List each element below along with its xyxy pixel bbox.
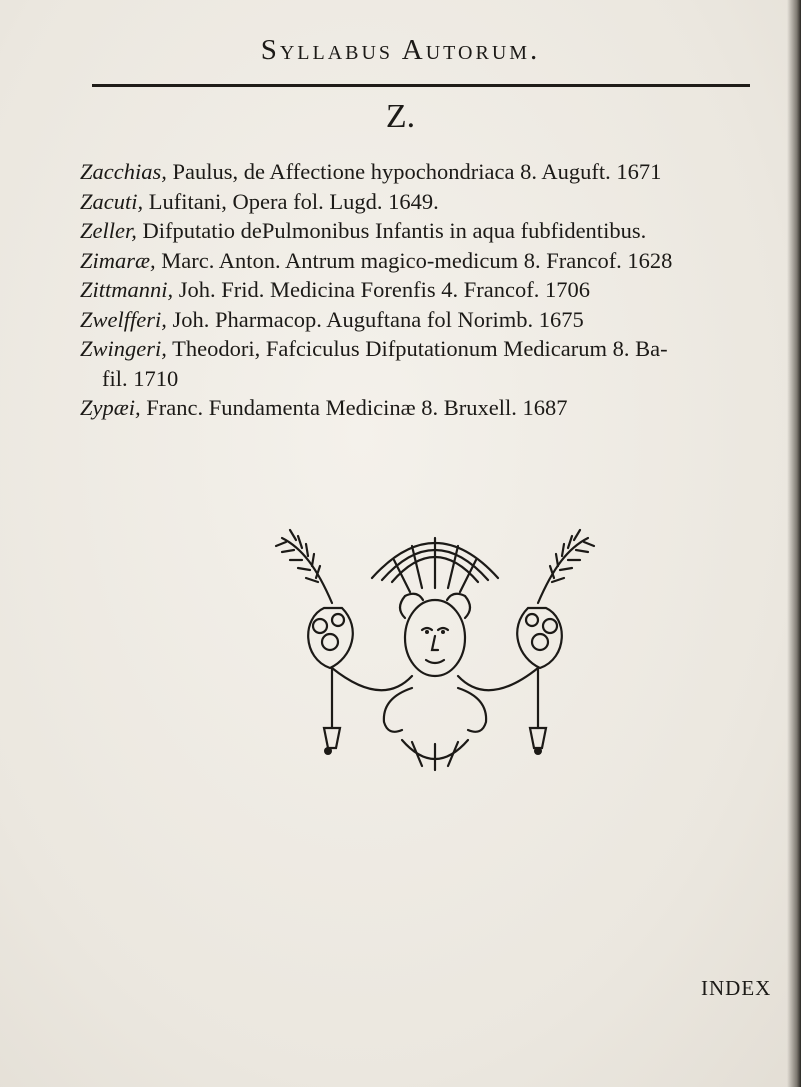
author-work: Difputatio dePulmonibus Infantis in aqua fubfidentibus. <box>136 218 647 243</box>
running-head <box>0 34 801 67</box>
catchword: INDEX <box>701 976 772 1000</box>
running-head-word-2: Autorum. <box>401 34 541 66</box>
author-name: Zacuti, <box>80 188 144 214</box>
author-name: Zypæi, <box>80 395 141 420</box>
author-entry <box>80 246 785 276</box>
author-name: Zittmanni, <box>80 277 174 302</box>
page-edge-shadow <box>787 0 801 1087</box>
author-entry <box>80 305 785 335</box>
author-work: Joh. Pharmacop. Auguftana fol Norimb. 1675 <box>166 306 584 332</box>
author-name: Zacchias, <box>80 159 167 184</box>
author-entry <box>80 393 785 423</box>
author-work: Marc. Anton. Antrum magico-medicum 8. Francof. 1628 <box>155 247 673 273</box>
author-work: Paulus, de Affectione hypochondriaca 8. Auguft. 1671 <box>166 159 662 184</box>
author-entry <box>80 157 785 187</box>
author-entry <box>80 216 785 246</box>
author-work: Joh. Frid. Medicina Forenfis 4. Francof. 1706 <box>173 277 590 302</box>
author-entry <box>80 187 785 217</box>
author-entry <box>80 275 785 305</box>
section-letter: Z. <box>385 98 416 135</box>
author-work: Theodori, Fafciculus Difputationum Medicarum 8. Ba- <box>166 336 668 361</box>
header-rule <box>92 84 750 87</box>
author-work: Lufitani, Opera fol. Lugd. 1649. <box>143 188 439 214</box>
author-work-continuation: fil. 1710 <box>102 365 179 391</box>
author-name: Zeller, <box>80 218 137 243</box>
author-list <box>80 157 785 423</box>
author-entry <box>80 334 785 393</box>
cherub-head-ornament-icon <box>262 508 608 778</box>
author-name: Zwingeri, <box>80 336 167 361</box>
author-name: Zwelfferi, <box>80 306 167 332</box>
author-work: Franc. Fundamenta Medicinæ 8. Bruxell. 1687 <box>140 395 568 420</box>
running-head-word-1: Syllabus <box>260 34 394 66</box>
author-name: Zimaræ, <box>80 247 156 273</box>
